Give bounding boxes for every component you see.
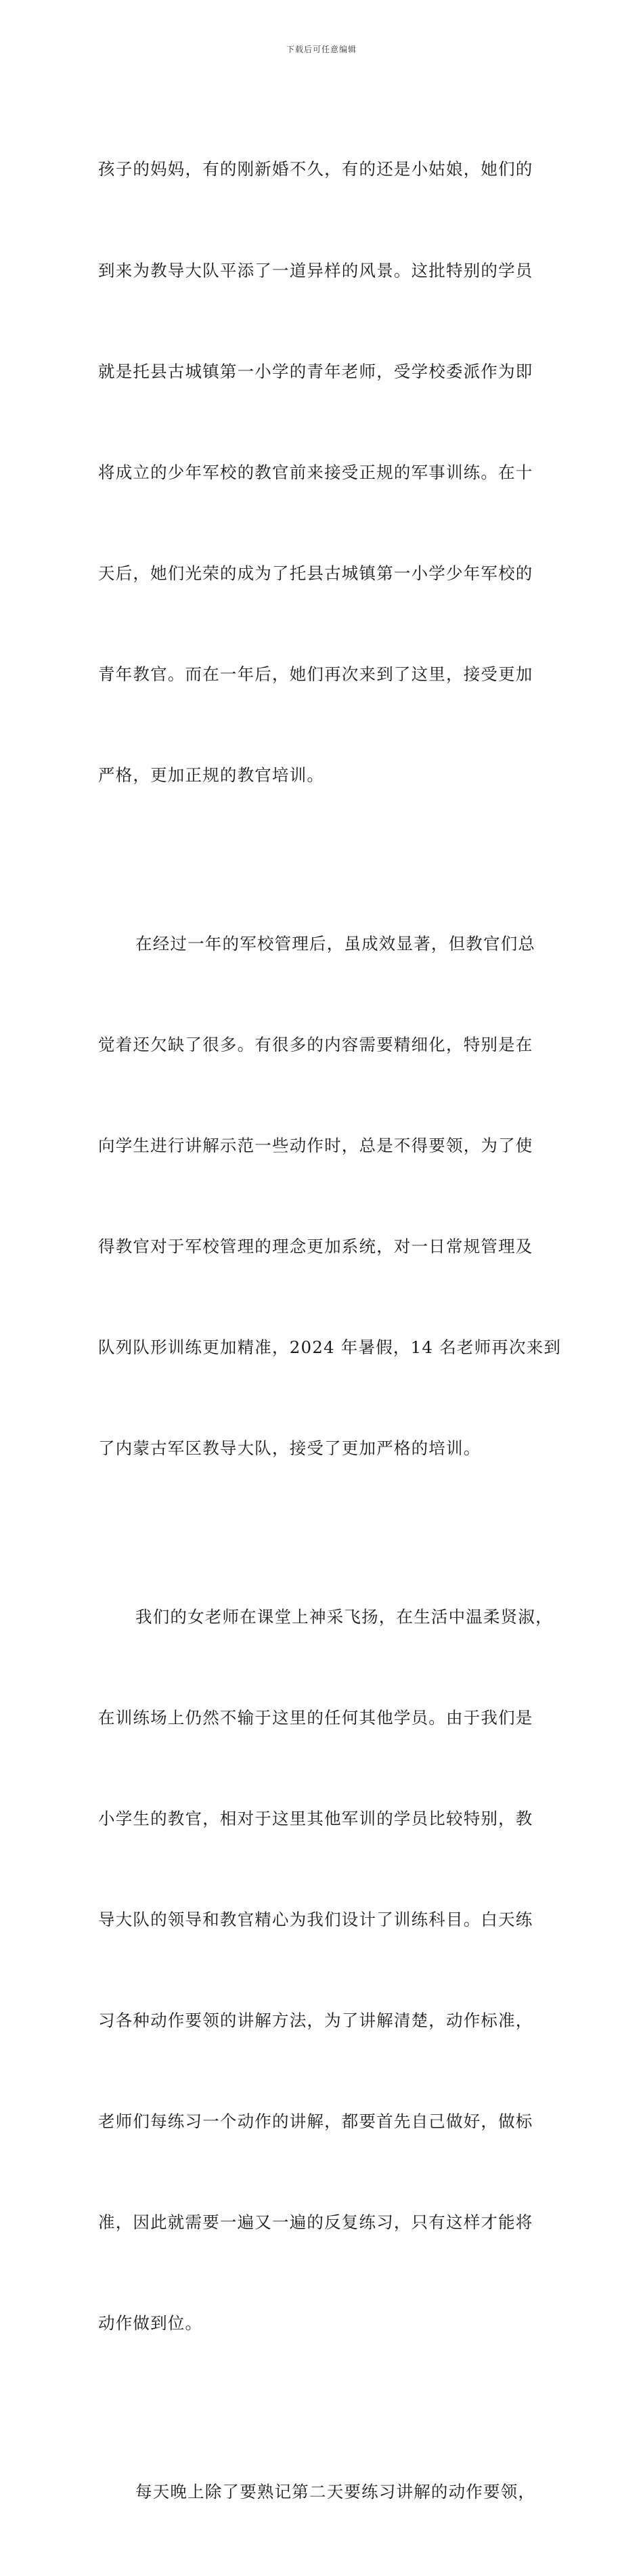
text-line: 准，因此就需要一遍又一遍的反复练习，只有这样才能将 bbox=[98, 2212, 533, 2233]
text-line: 小学生的教官，相对于这里其他军训的学员比较特别，教 bbox=[98, 1808, 533, 1828]
text-line: 孩子的妈妈，有的刚新婚不久，有的还是小姑娘，她们的 bbox=[98, 159, 533, 179]
text-line: 严格，更加正规的教官培训。 bbox=[98, 765, 325, 786]
text-line: 向学生进行讲解示范一些动作时，总是不得要领，为了使 bbox=[98, 1135, 533, 1155]
text-line: 得教官对于军校管理的理念更加系统，对一日常规管理及 bbox=[98, 1236, 533, 1256]
text-line: 习各种动作要领的讲解方法，为了讲解清楚，动作标准， bbox=[98, 2011, 533, 2031]
text-line: 队列队形训练更加精准，2024 年暑假，14 名老师再次来到 bbox=[98, 1337, 562, 1358]
text-line: 天后，她们光荣的成为了托县古城镇第一小学少年军校的 bbox=[98, 563, 533, 583]
text-line: 在经过一年的军校管理后，虽成效显著，但教官们总 bbox=[135, 933, 536, 953]
text-line: 觉着还欠缺了很多。有很多的内容需要精细化，特别是在 bbox=[98, 1034, 533, 1054]
text-line: 在训练场上仍然不输于这里的任何其他学员。由于我们是 bbox=[98, 1707, 533, 1727]
document-body bbox=[98, 85, 562, 2576]
text-line: 到来为教导大队平添了一道异样的风景。这批特别的学员 bbox=[98, 260, 533, 280]
text-line: 我们的女老师在课堂上神采飞扬，在生活中温柔贤淑， bbox=[135, 1606, 553, 1627]
text-line: 将成立的少年军校的教官前来接受正规的军事训练。在十 bbox=[98, 462, 533, 482]
page-header: 下载后可任意编辑 bbox=[286, 45, 357, 54]
text-line: 老师们每练习一个动作的讲解，都要首先自己做好，做标 bbox=[98, 2111, 533, 2132]
text-line: 每天晚上除了要熟记第二天要练习讲解的动作要领， bbox=[135, 2481, 536, 2502]
paragraph-3 bbox=[98, 1532, 552, 2407]
paragraph-4 bbox=[98, 2408, 552, 2576]
paragraph-1 bbox=[98, 85, 552, 859]
text-line: 就是托县古城镇第一小学的青年老师，受学校委派作为即 bbox=[98, 361, 533, 381]
paragraph-2 bbox=[98, 859, 562, 1532]
text-line: 导大队的领导和教官精心为我们设计了训练科目。白天练 bbox=[98, 1909, 533, 1929]
text-line: 动作做到位。 bbox=[98, 2313, 203, 2334]
text-line: 青年教官。而在一年后，她们再次来到了这里，接受更加 bbox=[98, 664, 533, 684]
text-line: 了内蒙古军区教导大队，接受了更加严格的培训。 bbox=[98, 1438, 481, 1459]
